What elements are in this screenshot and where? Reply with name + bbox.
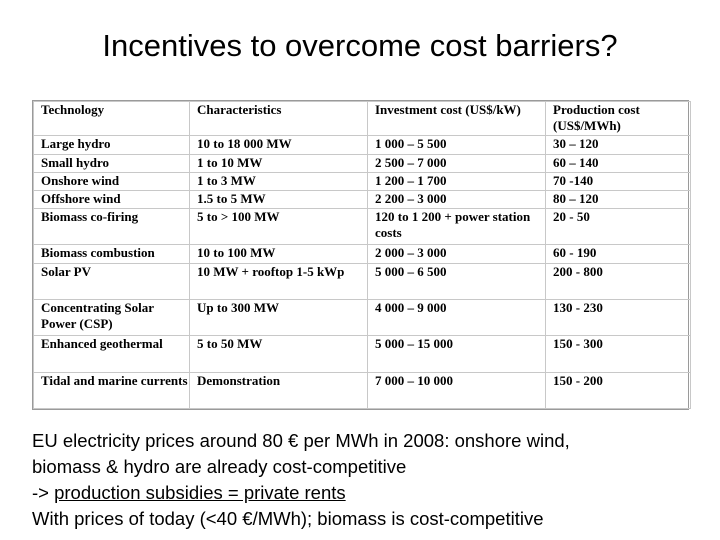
- cell-investment-cost: 2 200 – 3 000: [368, 190, 546, 208]
- cell-production-cost: 60 - 190: [546, 245, 691, 263]
- cell-technology: Small hydro: [34, 154, 190, 172]
- text-line-1: EU electricity prices around 80 € per MWh in 2008: onshore wind,: [32, 430, 570, 451]
- cell-investment-cost: 2 500 – 7 000: [368, 154, 546, 172]
- table-row: [34, 299, 691, 335]
- table-row: [34, 209, 691, 245]
- cell-production-cost: 60 – 140: [546, 154, 691, 172]
- cell-technology: Solar PV: [34, 263, 190, 299]
- cell-investment-cost: 5 000 – 15 000: [368, 336, 546, 372]
- cell-investment-cost: 7 000 – 10 000: [368, 372, 546, 408]
- cell-characteristics: 1 to 3 MW: [190, 172, 368, 190]
- cell-technology: Concentrating Solar Power (CSP): [34, 299, 190, 335]
- header-technology: Technology: [34, 102, 190, 136]
- cost-table-container: [32, 100, 689, 410]
- table-row: [34, 136, 691, 154]
- table-row: [34, 172, 691, 190]
- cost-table: [33, 101, 691, 409]
- cell-characteristics: Up to 300 MW: [190, 299, 368, 335]
- cell-characteristics: 1 to 10 MW: [190, 154, 368, 172]
- cell-technology: Biomass combustion: [34, 245, 190, 263]
- cell-investment-cost: 4 000 – 9 000: [368, 299, 546, 335]
- table-row: [34, 336, 691, 372]
- table-row: [34, 245, 691, 263]
- table-header-row: [34, 102, 691, 136]
- table-row: [34, 372, 691, 408]
- cell-investment-cost: 2 000 – 3 000: [368, 245, 546, 263]
- cell-investment-cost: 1 000 – 5 500: [368, 136, 546, 154]
- cell-characteristics: 5 to 50 MW: [190, 336, 368, 372]
- text-line-3: [32, 480, 712, 506]
- cell-production-cost: 20 - 50: [546, 209, 691, 245]
- cell-production-cost: 150 - 300: [546, 336, 691, 372]
- cell-production-cost: 200 - 800: [546, 263, 691, 299]
- cell-production-cost: 80 – 120: [546, 190, 691, 208]
- cell-technology: Enhanced geothermal: [34, 336, 190, 372]
- arrow-prefix: ->: [32, 482, 55, 503]
- cell-technology: Biomass co-firing: [34, 209, 190, 245]
- text-line-2: biomass & hydro are already cost-competitive: [32, 456, 407, 477]
- cell-characteristics: 10 MW + rooftop 1-5 kWp: [190, 263, 368, 299]
- header-production-cost: Production cost (US$/MWh): [546, 102, 691, 136]
- cell-investment-cost: 120 to 1 200 + power station costs: [368, 209, 546, 245]
- cost-table-body: [34, 102, 691, 409]
- cell-characteristics: 5 to > 100 MW: [190, 209, 368, 245]
- cell-characteristics: Demonstration: [190, 372, 368, 408]
- table-row: [34, 190, 691, 208]
- cell-production-cost: 30 – 120: [546, 136, 691, 154]
- cell-technology: Large hydro: [34, 136, 190, 154]
- cell-investment-cost: 5 000 – 6 500: [368, 263, 546, 299]
- table-row: [34, 263, 691, 299]
- underlined-statement: production subsidies = private rents: [54, 482, 346, 503]
- cell-technology: Offshore wind: [34, 190, 190, 208]
- cell-technology: Onshore wind: [34, 172, 190, 190]
- cell-characteristics: 10 to 100 MW: [190, 245, 368, 263]
- cell-production-cost: 70 -140: [546, 172, 691, 190]
- table-row: [34, 154, 691, 172]
- slide-title: Incentives to overcome cost barriers?: [102, 28, 618, 63]
- header-investment-cost: Investment cost (US$/kW): [368, 102, 546, 136]
- text-line-4: With prices of today (<40 €/MWh); biomass is cost-competitive: [32, 508, 544, 529]
- cell-technology: Tidal and marine currents: [34, 372, 190, 408]
- cell-production-cost: 130 - 230: [546, 299, 691, 335]
- cell-production-cost: 150 - 200: [546, 372, 691, 408]
- cell-characteristics: 1.5 to 5 MW: [190, 190, 368, 208]
- body-text: [32, 428, 712, 532]
- cell-investment-cost: 1 200 – 1 700: [368, 172, 546, 190]
- header-characteristics: Characteristics: [190, 102, 368, 136]
- cell-characteristics: 10 to 18 000 MW: [190, 136, 368, 154]
